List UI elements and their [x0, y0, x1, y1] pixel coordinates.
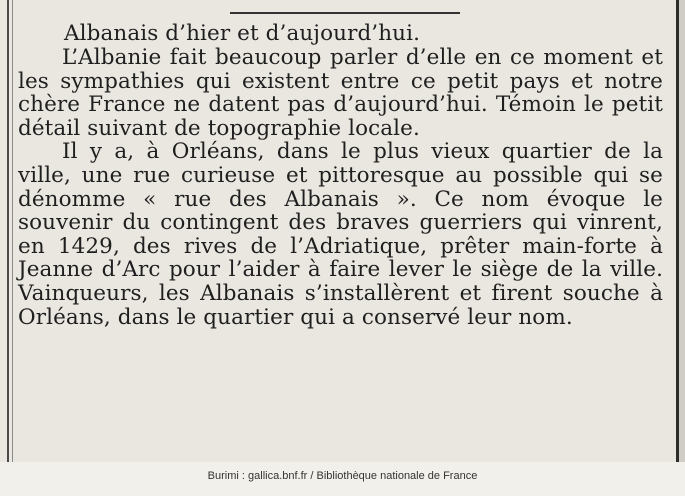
page-edge-right: [679, 0, 685, 462]
article-paragraph-1: L’Albanie fait beaucoup parler d’elle en ce moment et les sympathies qui existent entre ce petit pays et notre chère France ne datent pas d’aujourd’hui. Témoin le petit détail suivant de topographie locale.: [18, 45, 663, 141]
column-rule-right: [676, 0, 679, 462]
column-rule-left-inner: [12, 0, 13, 462]
newspaper-article: [18, 22, 663, 329]
column-rule-left: [7, 0, 9, 462]
article-title: Albanais d’hier et d’aujourd’hui.: [64, 21, 421, 46]
section-separator-rule: [230, 12, 460, 14]
source-credit: Burimi : gallica.bnf.fr / Bibliothèque nationale de France: [0, 462, 685, 496]
article-paragraph-2: Il y a, à Orléans, dans le plus vieux quartier de la ville, une rue curieuse et pittoresque au possible qui se dénomme « rue des Albanais ». Ce nom évoque le souvenir du contingent des braves guerriers qui vinrent, en 1429, des rives de l’Adriatique, prêter main-forte à Jeanne d’Arc pour l’aider à faire lever le siège de la ville. Vainqueurs, les Albanais s’installèrent et firent souche à Orléans, dans le quartier qui a conservé leur nom.: [18, 139, 663, 330]
